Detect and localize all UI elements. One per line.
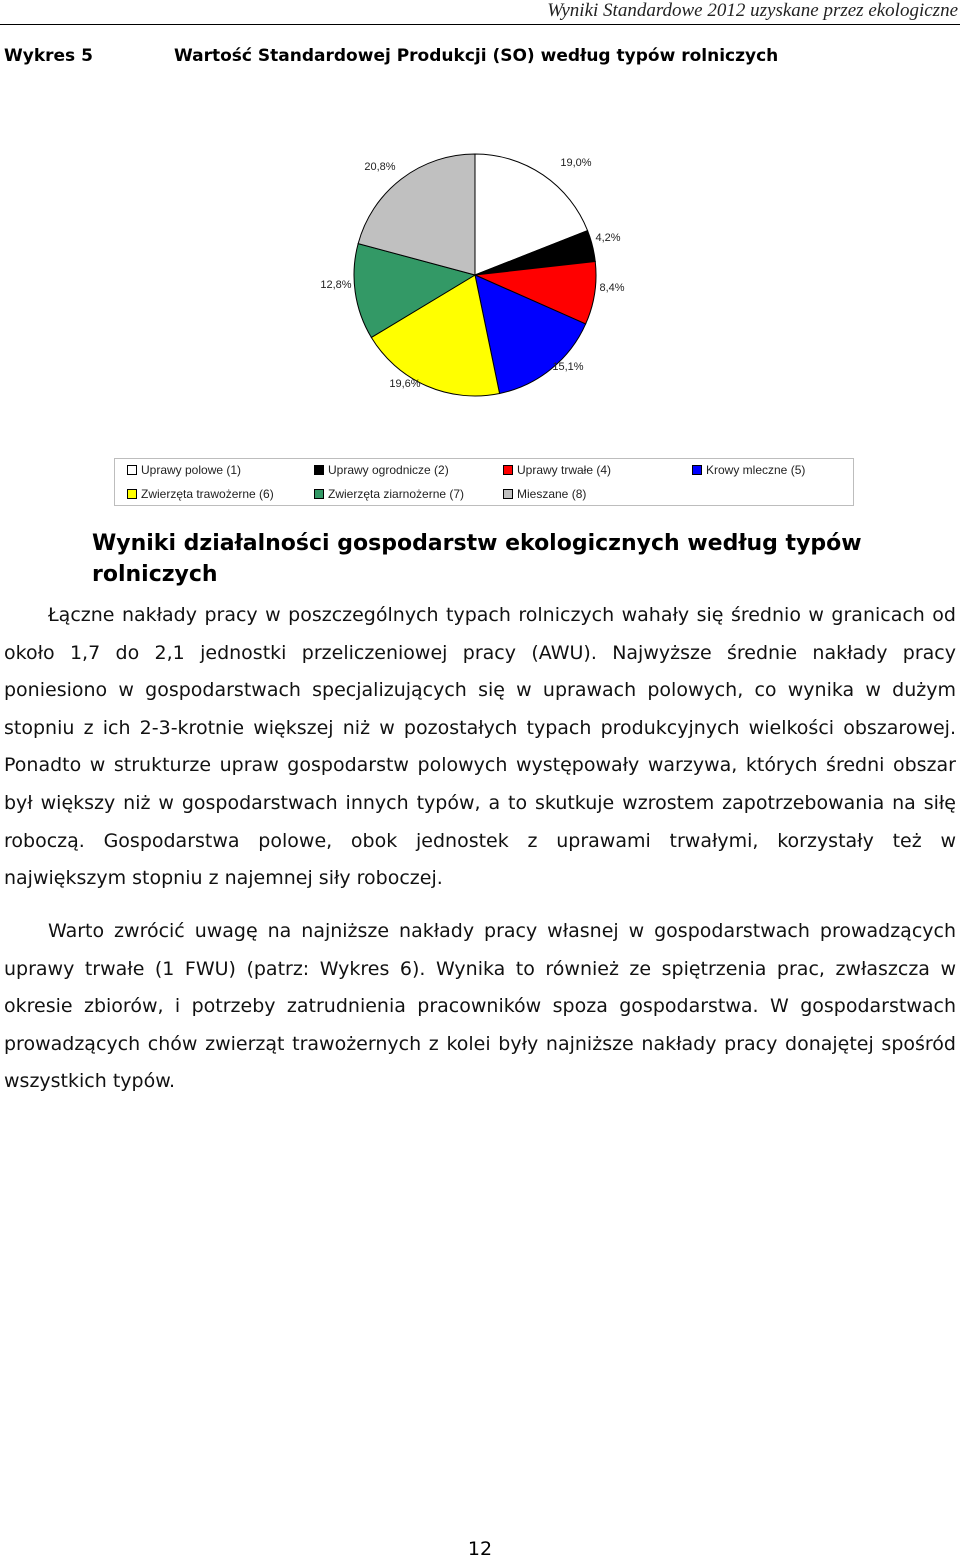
header-rule xyxy=(0,24,960,25)
slice-data-label: 15,1% xyxy=(552,361,584,373)
legend-swatch xyxy=(503,465,513,475)
figure-label: Wykres 5 xyxy=(4,46,93,66)
legend-label: Zwierzęta trawożerne (6) xyxy=(141,487,274,501)
legend-item xyxy=(127,463,241,477)
legend-label: Krowy mleczne (5) xyxy=(706,463,806,477)
legend-item xyxy=(692,463,805,477)
slice-data-label: 19,6% xyxy=(389,378,421,390)
legend-item xyxy=(503,487,586,501)
legend-swatch xyxy=(314,465,324,475)
legend-item xyxy=(314,487,464,501)
paragraph-1: Łączne nakłady pracy w poszczególnych typach rolniczych wahały się średnio w granicach od około 1,7 do 2,1 jednostki przeliczeniowej pracy (AWU). Najwyższe średnie nakłady pracy poniesiono w gospodarstwach specjalizujących się w uprawach polowych, co wynika w dużym stopniu z ich 2-3-krotnie większej niż w pozostałych typach produkcyjnych wielkości obszarowej. Ponadto w strukturze upraw gospodarstw polowych występowały warzywa, których średni obszar był większy niż w gospodarstwach innych typów, a to skutkuje wzrostem zapotrzebowania na siłę roboczą. Gospodarstwa polowe, obok jednostek z uprawami trwałymi, korzystały też w największym stopniu z najemnej siły roboczej. xyxy=(4,604,956,890)
section-title: Wyniki działalności gospodarstw ekologicznych według typów rolniczych xyxy=(92,531,862,587)
legend-label: Zwierzęta ziarnożerne (7) xyxy=(328,487,465,501)
legend-label: Uprawy trwałe (4) xyxy=(517,463,612,477)
pie-chart xyxy=(300,150,660,410)
legend-label: Uprawy ogrodnicze (2) xyxy=(328,463,449,477)
figure-title: Wartość Standardowej Produkcji (SO) według typów rolniczych xyxy=(174,46,779,66)
slice-data-label: 19,0% xyxy=(560,157,592,169)
legend-item xyxy=(314,463,449,477)
legend-item xyxy=(503,463,611,477)
legend-item xyxy=(127,487,274,501)
slice-data-label: 8,4% xyxy=(599,282,625,294)
slice-data-label: 12,8% xyxy=(320,279,352,291)
legend-swatch xyxy=(503,489,513,499)
legend-swatch xyxy=(127,489,137,499)
section-number xyxy=(4,528,92,559)
legend-label: Uprawy polowe (1) xyxy=(141,463,242,477)
page-number: 12 xyxy=(467,1538,493,1560)
legend-label: Mieszane (8) xyxy=(517,487,587,501)
paragraph-2: Warto zwrócić uwagę na najniższe nakłady pracy własnej w gospodarstwach prowadzących uprawy trwałe (1 FWU) (patrz: Wykres 6). Wynika to również ze spiętrzenia prac, zwłaszcza w okresie zbiorów, i potrzeby zatrudnienia pracowników spoza gospodarstwa. W gospodarstwach prowadzących chów zwierząt trawożernych z kolei były najniższe nakłady pracy donajętej spośród wszystkich typów. xyxy=(4,920,956,1093)
legend-swatch xyxy=(127,465,137,475)
section-heading xyxy=(4,528,960,590)
chart-legend xyxy=(114,458,854,506)
running-header: Wyniki Standardowe 2012 uzyskane przez ekologiczne xyxy=(547,0,958,21)
slice-data-label: 20,8% xyxy=(364,161,396,173)
legend-swatch xyxy=(314,489,324,499)
slice-data-label: 4,2% xyxy=(595,232,621,244)
legend-swatch xyxy=(692,465,702,475)
